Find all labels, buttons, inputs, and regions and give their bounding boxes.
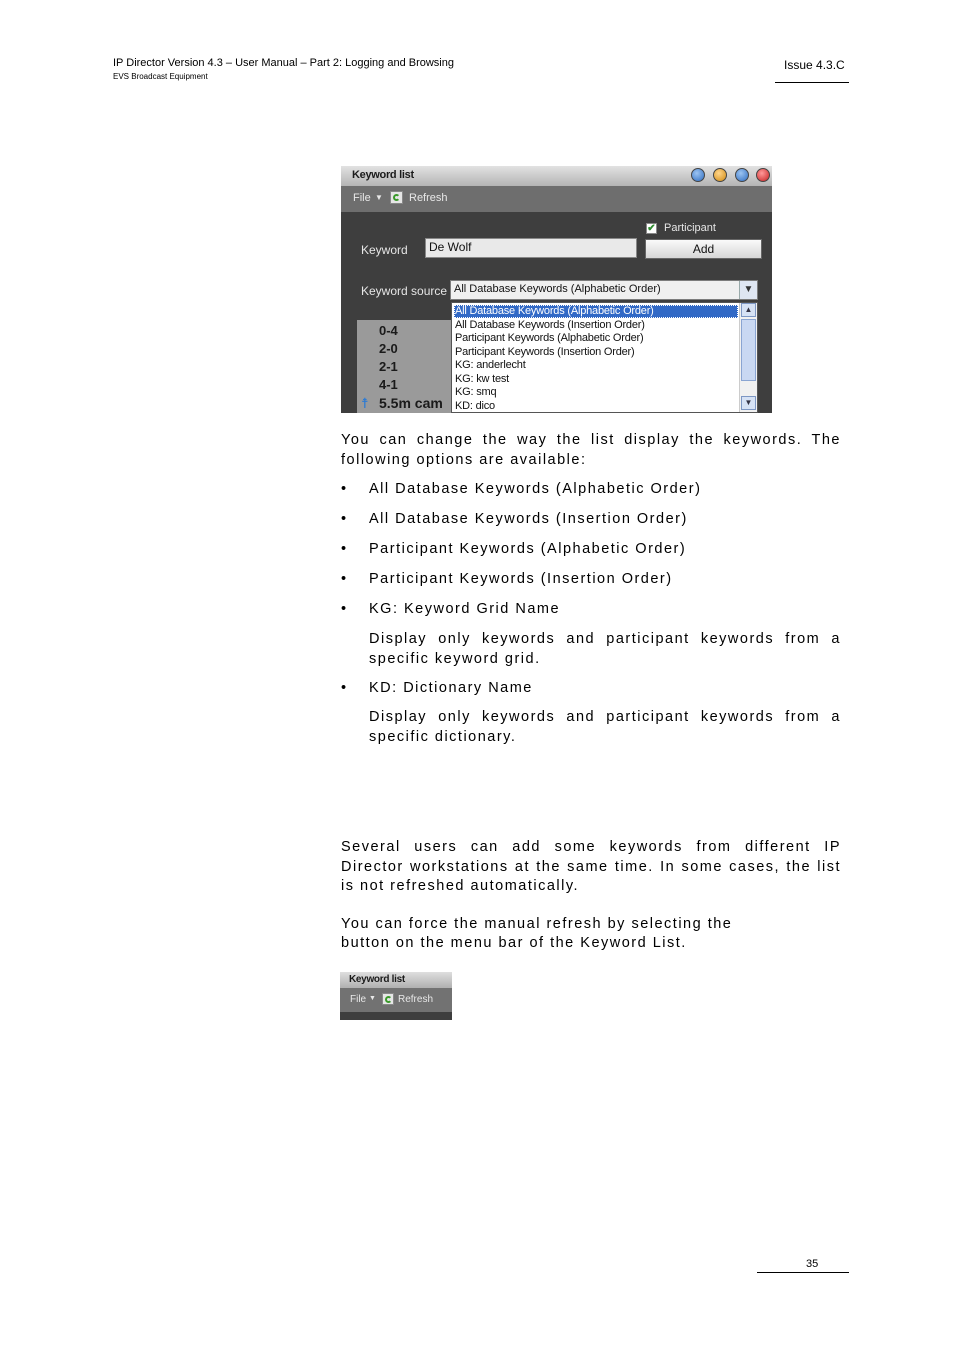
file-menu[interactable]: File bbox=[353, 192, 371, 204]
scroll-down-icon[interactable]: ▼ bbox=[741, 396, 756, 410]
keyword-source-label: Keyword source bbox=[361, 284, 448, 298]
window-titlebar bbox=[341, 166, 772, 186]
keyword-source-select[interactable]: All Database Keywords (Alphabetic Order) bbox=[450, 280, 758, 300]
menu-bar-screenshot bbox=[340, 972, 452, 1020]
grid-item[interactable]: 4-1 bbox=[379, 377, 398, 392]
option-item: KD: Dictionary Name bbox=[369, 680, 533, 696]
dropdown-option[interactable]: Participant Keywords (Alphabetic Order) bbox=[455, 332, 644, 344]
refresh-icon[interactable] bbox=[390, 191, 403, 204]
mini-file-menu[interactable]: File bbox=[350, 994, 367, 1005]
chevron-down-icon: ▼ bbox=[375, 193, 383, 202]
maximize-icon[interactable] bbox=[735, 168, 749, 182]
dropdown-option[interactable]: KG: smq bbox=[455, 386, 497, 398]
minimize-icon[interactable] bbox=[713, 168, 727, 182]
grid-item[interactable]: 0-4 bbox=[379, 323, 398, 338]
keyword-source-dropdown bbox=[451, 302, 758, 413]
footer-rule bbox=[757, 1272, 849, 1273]
keyword-label: Keyword bbox=[361, 243, 408, 257]
window-title: Keyword list bbox=[352, 169, 414, 181]
participant-label: Participant bbox=[664, 222, 716, 234]
manual-refresh-line1: You can force the manual refresh by selecting the bbox=[341, 916, 733, 932]
keyword-list-window bbox=[341, 166, 772, 413]
manual-refresh-line2: button on the menu bar of the Keyword List. bbox=[341, 935, 687, 951]
participant-checkbox[interactable]: ✔ bbox=[647, 223, 656, 234]
chevron-down-icon[interactable]: ▼ bbox=[739, 281, 757, 299]
kg-description: Display only keywords and participant keywords from a specific keyword grid. bbox=[369, 631, 841, 667]
scroll-thumb[interactable] bbox=[741, 319, 756, 381]
header-company: EVS Broadcast Equipment bbox=[113, 72, 208, 81]
bullet-icon: • bbox=[341, 680, 347, 696]
bullet-icon: • bbox=[341, 601, 347, 617]
page-number: 35 bbox=[806, 1258, 819, 1270]
header-title: IP Director Version 4.3 – User Manual – Part 2: Logging and Browsing bbox=[113, 57, 454, 69]
bullet-icon: • bbox=[341, 511, 347, 527]
option-item: All Database Keywords (Insertion Order) bbox=[369, 511, 688, 527]
kd-description: Display only keywords and participant keywords from a specific dictionary. bbox=[369, 709, 841, 745]
back-icon[interactable] bbox=[691, 168, 705, 182]
mini-title: Keyword list bbox=[349, 974, 405, 985]
option-item: All Database Keywords (Alphabetic Order) bbox=[369, 481, 702, 497]
refresh-icon[interactable] bbox=[382, 993, 394, 1005]
header-issue: Issue 4.3.C bbox=[784, 58, 845, 72]
window-menubar bbox=[341, 186, 772, 212]
dropdown-scrollbar[interactable] bbox=[739, 303, 757, 412]
option-item: Participant Keywords (Insertion Order) bbox=[369, 571, 673, 587]
option-item: Participant Keywords (Alphabetic Order) bbox=[369, 541, 687, 557]
dropdown-option[interactable]: KD: dico bbox=[455, 399, 495, 412]
bullet-icon: • bbox=[341, 571, 347, 587]
close-icon[interactable] bbox=[756, 168, 770, 182]
keyword-input[interactable]: De Wolf bbox=[425, 238, 637, 258]
header-rule bbox=[775, 82, 849, 83]
dropdown-option[interactable]: All Database Keywords (Insertion Order) bbox=[455, 318, 645, 331]
grid-item[interactable]: 5.5m cam bbox=[379, 395, 443, 411]
option-item: KG: Keyword Grid Name bbox=[369, 601, 561, 617]
refresh-button[interactable]: Refresh bbox=[409, 192, 448, 204]
scroll-up-icon[interactable]: ▲ bbox=[741, 303, 756, 317]
chevron-down-icon: ▼ bbox=[369, 995, 376, 1002]
grid-item[interactable]: 2-1 bbox=[379, 359, 398, 374]
person-icon: ☨ bbox=[361, 395, 369, 411]
dropdown-option[interactable]: KG: anderlecht bbox=[455, 359, 526, 371]
dropdown-option[interactable]: Participant Keywords (Insertion Order) bbox=[455, 345, 635, 358]
mini-refresh-button[interactable]: Refresh bbox=[398, 994, 434, 1005]
dropdown-option[interactable]: KG: kw test bbox=[455, 372, 510, 385]
mini-titlebar bbox=[340, 972, 452, 988]
bullet-icon: • bbox=[341, 541, 347, 557]
intro-paragraph: You can change the way the list display the keywords. The following options are available: bbox=[341, 432, 841, 468]
add-button[interactable]: Add bbox=[645, 239, 762, 259]
bullet-icon: • bbox=[341, 481, 347, 497]
refresh-paragraph: Several users can add some keywords from different IP Director workstations at the same time. In some cases, the list is not refreshed automatically. bbox=[341, 839, 841, 894]
dropdown-option[interactable]: All Database Keywords (Alphabetic Order) bbox=[454, 305, 738, 318]
mini-menubar bbox=[340, 988, 452, 1012]
grid-item[interactable]: 2-0 bbox=[379, 341, 398, 356]
